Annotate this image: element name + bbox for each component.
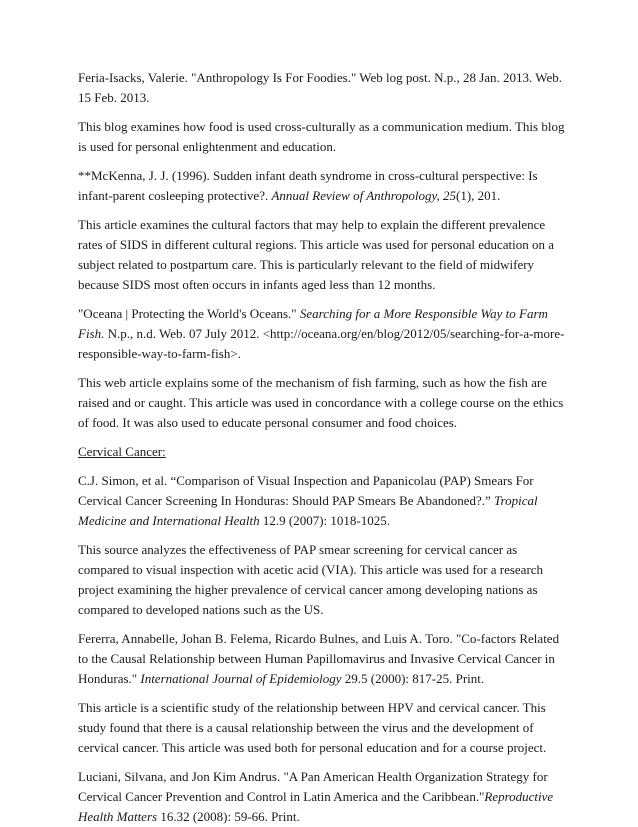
article-title: Searching for a More Responsible Way to Farm Fish.: [78, 306, 548, 341]
journal-title: Reproductive Health Matters: [78, 789, 554, 824]
citation-text: C.J. Simon, et al. “Comparison of Visual Inspection and Papanicolau (PAP) Smears For Cervical Cancer Screening In Honduras: Should PAP Smears Be Abandoned?.”: [78, 473, 534, 508]
citation-feria-isacks: [78, 68, 568, 108]
citation-text: Luciani, Silvana, and Jon Kim Andrus. "A Pan American Health Organization Strategy for Cervical Cancer Prevention and Control in Latin America and the Caribbean.": [78, 769, 548, 804]
journal-title: International Journal of Epidemiology: [140, 671, 342, 686]
citation-simon: [78, 471, 568, 531]
citation-oceana: [78, 304, 568, 364]
journal-title: Tropical Medicine and International Health: [78, 493, 538, 528]
citation-text: Fererra, Annabelle, Johan B. Felema, Ricardo Bulnes, and Luis A. Toro. "Co-factors Related to the Causal Relationship between Human Papillomavirus and Invasive Cervical Cancer in Honduras.": [78, 631, 560, 686]
citation-luciani: [78, 767, 568, 827]
annotation-feria-isacks: [78, 117, 568, 157]
journal-title: Annual Review of Anthropology, 25: [271, 188, 456, 203]
citation-text: (1), 201.: [456, 188, 501, 203]
citation-text: 29.5 (2000): 817-25. Print.: [341, 671, 485, 686]
annotation-text: This article examines the cultural factors that may help to explain the different prevalence rates of SIDS in different cultural regions. This article was used for personal education on a subject related to postpartum care. This is particularly relevant to the field of midwifery because SIDS most often occurs in infants aged less than 12 months.: [78, 217, 555, 292]
citation-text: 16.32 (2008): 59-66. Print.: [157, 809, 300, 824]
citation-text: N.p., n.d. Web. 07 July 2012. <http://oceana.org/en/blog/2012/05/searching-for-a-more-responsible-way-to-farm-fish>.: [78, 326, 565, 361]
citation-text: "Oceana | Protecting the World's Oceans.": [78, 306, 300, 321]
annotation-text: This source analyzes the effectiveness of PAP smear screening for cervical cancer as compared to visual inspection with acetic acid (VIA). This article was used for a research project examining the higher prevalence of cervical cancer among developing nations as compared to developed nations such as the US.: [78, 542, 544, 617]
annotation-text: This web article explains some of the mechanism of fish farming, such as how the fish are raised and or caught. This article was used in concordance with a college course on the ethics of food. It was also used to educate personal consumer and food choices.: [78, 375, 564, 430]
citation-fererra: [78, 629, 568, 689]
citation-text: **McKenna, J. J. (1996). Sudden infant death syndrome in cross-cultural perspective: Is infant-parent cosleeping protective?.: [78, 168, 538, 203]
annotation-text: This blog examines how food is used cross-culturally as a communication medium. This blog is used for personal enlightenment and education.: [78, 119, 565, 154]
section-heading-cervical-cancer: Cervical Cancer:: [78, 444, 166, 459]
annotation-fererra: [78, 698, 568, 758]
citation-text: 12.9 (2007): 1018-1025.: [259, 513, 390, 528]
annotation-text: This article is a scientific study of the relationship between HPV and cervical cancer. This study found that there is a causal relationship between the virus and the development of cervical cancer. This article was used both for personal education and for a course project.: [78, 700, 547, 755]
annotation-simon: [78, 540, 568, 620]
annotation-mckenna: [78, 215, 568, 295]
citation-text: Feria-Isacks, Valerie. "Anthropology Is For Foodies." Web log post. N.p., 28 Jan. 2013. Web. 15 Feb. 2013.: [78, 70, 563, 105]
annotation-oceana: [78, 373, 568, 433]
citation-mckenna: [78, 166, 568, 206]
